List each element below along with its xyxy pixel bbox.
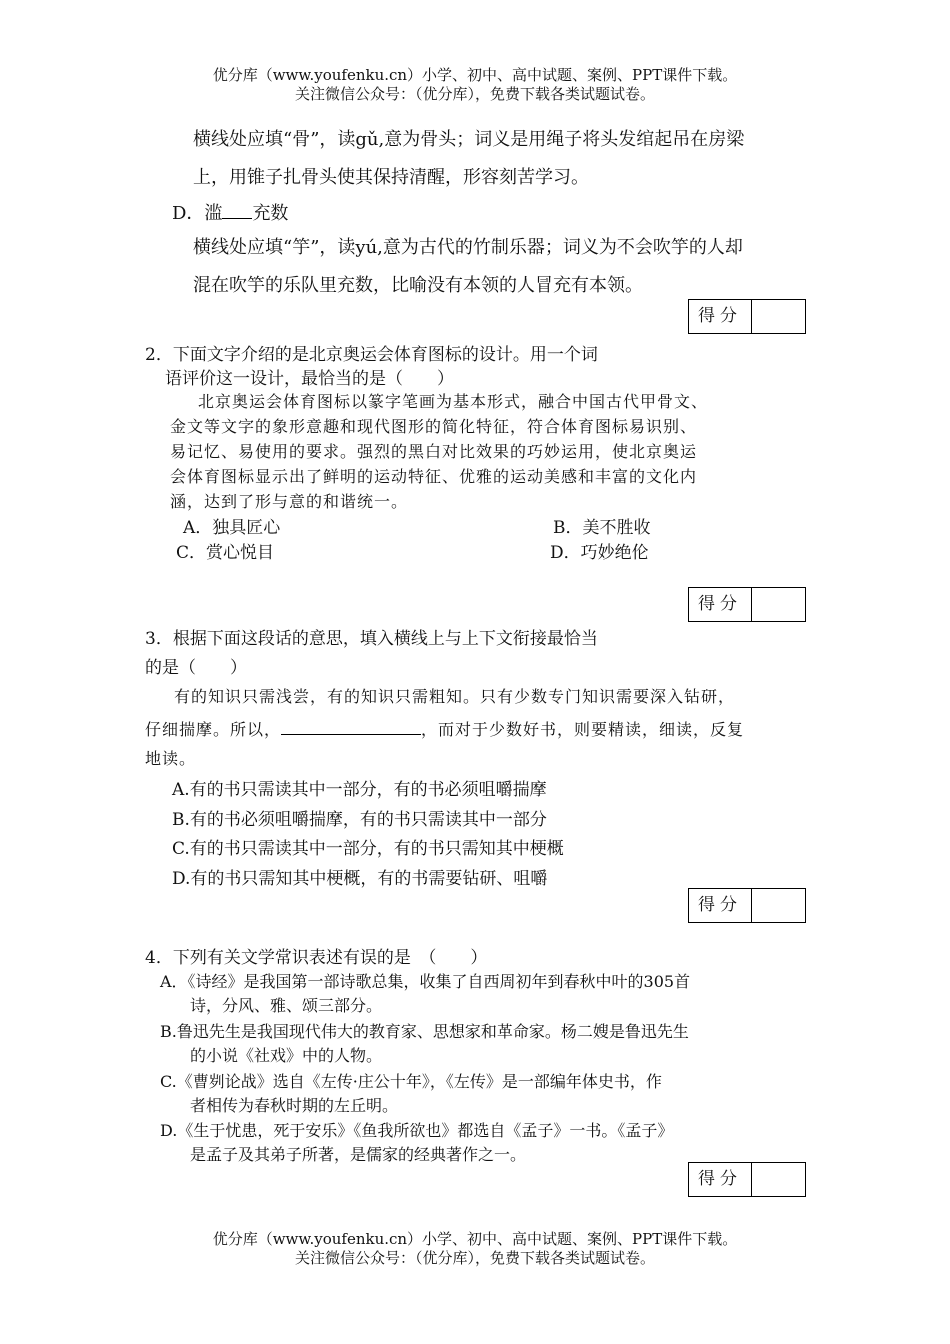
score-entry-cell[interactable] [752, 889, 805, 922]
q2-passage-line-2: 金文等文字的象形意趣和现代图形的简化特征，符合体育图标易识别、 [170, 417, 698, 436]
q4-option-d-line-2: 是孟子及其弟子所著，是儒家的经典著作之一。 [190, 1145, 527, 1164]
header-line-1: 优分库（www.youfenku.cn）小学、初中、高中试题、案例、PPT课件下载。 [212, 66, 738, 84]
q4-stem: 4．下列有关文学常识表述有误的是 （ ） [145, 948, 488, 968]
q3-stem-line-1: 3．根据下面这段话的意思，填入横线上与上下文衔接最恰当 [145, 629, 598, 649]
q4-option-b-line-1: B.鲁迅先生是我国现代伟大的教育家、思想家和革命家。杨二嫂是鲁迅先生 [160, 1022, 689, 1041]
score-entry-cell[interactable] [752, 300, 805, 333]
q3-option-a: A.有的书只需读其中一部分，有的书必须咀嚼揣摩 [172, 780, 547, 800]
q3-passage-line-2-post: ，而对于少数好书，则要精读，细读，反复 [421, 720, 745, 739]
q3-passage-line-2-pre: 仔细揣摩。所以， [145, 720, 282, 739]
score-label: 得分 [689, 588, 752, 621]
q4-option-c-line-2: 者相传为春秋时期的左丘明。 [190, 1096, 399, 1115]
q1-option-d [172, 199, 288, 225]
q1-option-d-suffix: 充数 [252, 203, 289, 224]
footer-line-2: 关注微信公众号：（优分库），免费下载各类试题试卷。 [294, 1249, 655, 1267]
score-entry-cell[interactable] [752, 1163, 805, 1196]
q2-passage-line-5: 涵，达到了形与意的和谐统一。 [170, 492, 409, 511]
q3-option-d: D.有的书只需知其中梗概，有的书需要钻研、咀嚼 [172, 869, 548, 889]
score-box-q2 [688, 299, 806, 334]
q1-c-explanation-line-1: 横线处应填“骨”，读gǔ,意为骨头；词义是用绳子将头发绾起吊在房梁 [193, 129, 745, 150]
q3-stem-line-2: 的是（ ） [145, 658, 247, 678]
q4-option-a-line-2: 诗，分风、雅、颂三部分。 [190, 996, 383, 1015]
header-line-2: 关注微信公众号：（优分库），免费下载各类试题试卷。 [294, 85, 655, 103]
q4-option-d-line-1: D.《生于忧患，死于安乐》《鱼我所欲也》都选自《孟子》一书。《孟子》 [160, 1121, 674, 1140]
q3-passage-line-3: 地读。 [145, 749, 197, 768]
score-label: 得分 [689, 300, 752, 333]
score-entry-cell[interactable] [752, 588, 805, 621]
q3-answer-blank [281, 716, 421, 735]
q2-option-d: D．巧妙绝伦 [550, 543, 649, 563]
q1-option-d-prefix: D．滥 [172, 203, 223, 224]
q3-passage-line-2 [145, 716, 744, 740]
q2-stem-line-2: 语评价这一设计，最恰当的是（ ） [165, 369, 454, 389]
score-box-q5 [688, 1162, 806, 1197]
score-label: 得分 [689, 889, 752, 922]
q3-passage-line-1: 有的知识只需浅尝，有的知识只需粗知。只有少数专门知识需要深入钻研， [174, 687, 736, 706]
q1-option-d-blank [222, 202, 252, 219]
q2-option-a: A．独具匠心 [183, 518, 281, 538]
q2-option-b: B．美不胜收 [553, 518, 651, 538]
q2-passage-line-1: 北京奥运会体育图标以篆字笔画为基本形式，融合中国古代甲骨文、 [198, 392, 709, 411]
q2-passage-line-3: 易记忆、易使用的要求。强烈的黑白对比效果的巧妙运用，使北京奥运 [170, 442, 698, 461]
score-box-q3 [688, 587, 806, 622]
score-box-q4 [688, 888, 806, 923]
q4-option-b-line-2: 的小说《社戏》中的人物。 [190, 1046, 383, 1065]
q4-option-a-line-1: A．《诗经》是我国第一部诗歌总集，收集了自西周初年到春秋中叶的305首 [160, 972, 691, 991]
q2-option-c: C．赏心悦目 [176, 543, 275, 563]
q2-passage-line-4: 会体育图标显示出了鲜明的运动特征、优雅的运动美感和丰富的文化内 [170, 467, 698, 486]
q1-d-explanation-line-2: 混在吹竽的乐队里充数，比喻没有本领的人冒充有本领。 [193, 275, 643, 296]
q3-option-c: C.有的书只需读其中一部分，有的书只需知其中梗概 [172, 839, 564, 859]
q3-option-b: B.有的书必须咀嚼揣摩，有的书只需读其中一部分 [172, 810, 547, 830]
q2-stem-line-1: 2．下面文字介绍的是北京奥运会体育图标的设计。用一个词 [145, 345, 598, 365]
footer-line-1: 优分库（www.youfenku.cn）小学、初中、高中试题、案例、PPT课件下载。 [212, 1230, 738, 1248]
q4-option-c-line-1: C.《曹刿论战》选自《左传·庄公十年》，《左传》是一部编年体史书，作 [160, 1072, 662, 1091]
q1-c-explanation-line-2: 上，用锥子扎骨头使其保持清醒，形容刻苦学习。 [193, 167, 589, 188]
score-label: 得分 [689, 1163, 752, 1196]
q1-d-explanation-line-1: 横线处应填“竽”，读yú,意为古代的竹制乐器；词义为不会吹竽的人却 [193, 237, 743, 258]
